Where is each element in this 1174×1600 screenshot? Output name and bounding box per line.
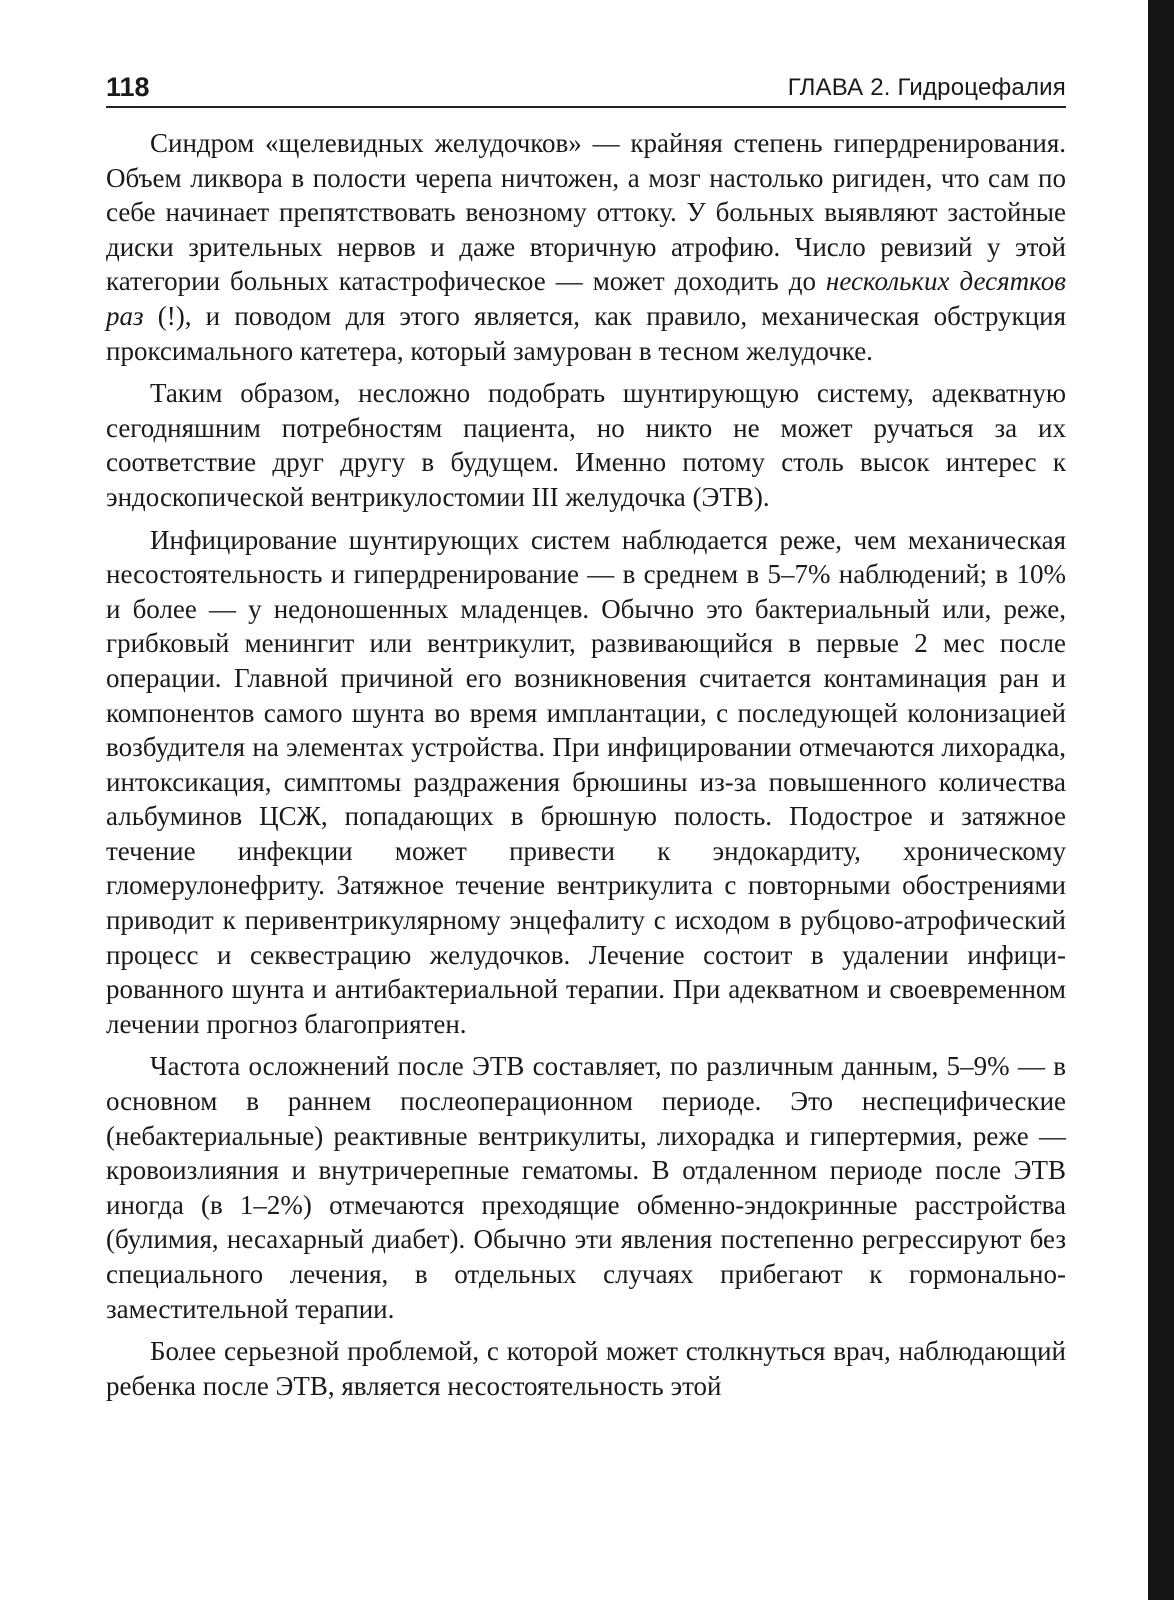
paragraph-text: (!), и поводом для этого является, как правило, механическая обструкция проксимального катетера, который замурован в тесном желудочке. xyxy=(106,300,1066,366)
paragraph-shunt-selection: Таким образом, несложно подобрать шунтирующую систему, адекватную сегодняшним потребностям пациента, но никто не может ручаться за их соответствие друг другу в будущем. Именно потому столь высок интерес к эндоскопической вентрикулостомии III желудочка (ЭТВ). xyxy=(106,378,1066,512)
running-title: ГЛАВА 2. Гидроцефалия xyxy=(787,74,1066,101)
emphasis-text: нескольких десятков раз xyxy=(106,266,1066,331)
page-number: 118 xyxy=(106,72,150,102)
paragraph-slit-ventricle-syndrome xyxy=(106,126,1066,368)
paragraph-etv-complications: Частота осложнений после ЭТВ составляет, по различным данным, 5–9% — в основном в раннем послеоперационном периоде. Это неспецифические (небактериальные) реактивные вентрикулиты, лихорадка и гипертермия, реже — кровоизлияния и внутричерепные гематомы. В отдаленном периоде после ЭТВ иногда (в 1–2%) отмечаются преходящие обменно-эндокринные расстройства (булимия, несахарный диабет). Обычно эти явления постепенно регрессируют без специального лечения, в отдельных случаях прибегают к гормонально-заместительной терапии. xyxy=(106,1051,1066,1324)
body-text xyxy=(106,126,1066,1403)
paragraph-etv-failure: Более серьезной проблемой, с которой может столкнуться врач, наблюдающий ребенка после ЭТВ, является несостоятельность этой xyxy=(106,1336,1066,1401)
scan-edge-shadow xyxy=(1148,0,1174,1600)
paragraph-text: Синдром «щелевидных желудочков» — крайняя степень гипердренирования. Объем ликвора в полости черепа ничтожен, а мозг настолько ригиден, что сам по себе начинает препятствовать венозному оттоку. У больных выявляют застойные диски зрительных нервов и даже вторичную атрофию. Число ревизий у этой категории больных катастрофическое — может доходить до xyxy=(106,128,1066,297)
page-header xyxy=(106,70,1066,108)
paragraph-shunt-infection: Инфицирование шунтирующих систем наблюдается реже, чем механическая несостоятельность и гипердренирование — в среднем в 5–7% наблюдений; в 10% и более — у недоношенных младенцев. Обычно это бактериальный или, реже, грибковый менингит или вентрикулит, развивающийся в первые 2 мес после операции. Главной причиной его возникновения считается контаминация ран и компонентов самого шунта во время имплантации, с последующей колонизацией возбудителя на элементах устройства. При инфицировании отмечаются лихорадка, интоксикация, симптомы раздражения брюшины из-за повышенного количества альбуминов ЦСЖ, попадающих в брюшную полость. Подострое и затяжное течение инфекции может привести к эндокардиту, хроническому гломерулонефриту. Затяжное течение вентрикулита с повторными обострениями приводит к перивентрикулярному энцефалиту с исходом в рубцово-атрофический процесс и секвестрацию желудочков. Лечение состоит в удалении инфицированного шунта и антибактериальной терапии. При адекватном и своевременном лечении прогноз благоприятен. xyxy=(106,524,1066,1039)
